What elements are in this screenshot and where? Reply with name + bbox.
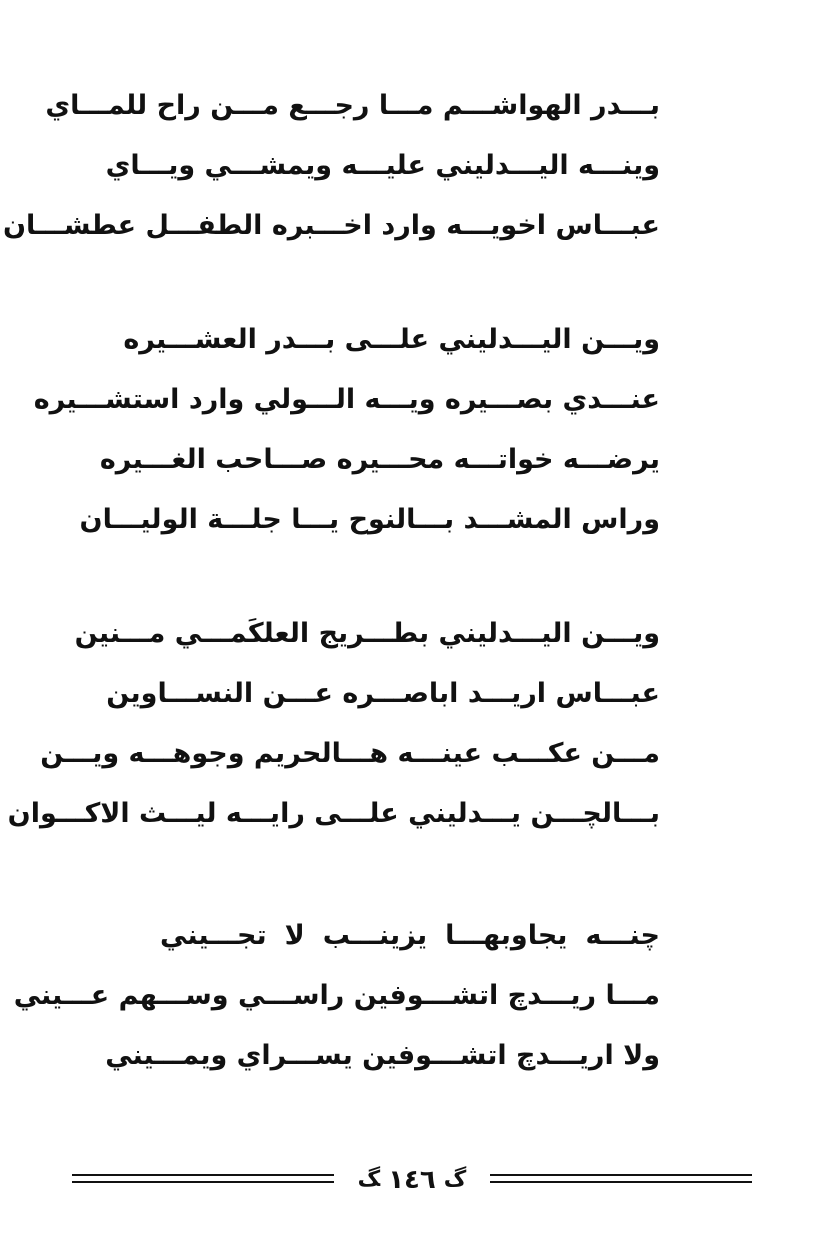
verse-line: وينـــه اليـــدليني عليـــه ويمشـــي ويـــاي: [105, 150, 660, 181]
verse-line: مـــن عكـــب عينـــه هـــالحريم وجوهـــه ويـــن: [40, 738, 660, 769]
page-number: ١٤٦: [388, 1165, 436, 1195]
verse-line: يرضـــه خواتـــه محـــيره صـــاحب الغـــيره: [99, 444, 660, 475]
verse-line: مـــا ريـــدچ اتشـــوفين راســـي وســـهم عـــيني: [13, 980, 660, 1011]
stanza-1: [3, 76, 660, 256]
verse-line: ولا اريـــدچ اتشـــوفين يســـراي ويمـــيني: [105, 1040, 660, 1071]
verse-line: عبـــاس اريـــد اباصـــره عـــن النســـاوين: [106, 678, 660, 709]
ornament-right-icon: ﮒ: [443, 1167, 467, 1192]
stanza-2: [33, 310, 660, 550]
verse-line: عبـــاس اخويـــه وارد اخـــبره الطفـــل عطشـــان: [3, 210, 660, 241]
verse-line: چنـــه يجاوبهـــا يزينـــب لا تجـــيني: [160, 920, 660, 951]
page-number-group: [344, 1160, 480, 1200]
page-footer: [72, 1160, 752, 1200]
verse-line: بـــالچـــن يـــدليني علـــى رايـــه ليـــث الاكـــوان: [7, 798, 660, 829]
double-rule-right: [490, 1174, 752, 1183]
verse-line: ويـــن اليـــدليني بطـــريج العلكَمـــي مـــنين: [74, 618, 660, 649]
stanza-4: [13, 906, 660, 1086]
verse-line: وراس المشـــد بـــالنوح يـــا جلـــة الوليـــان: [79, 504, 660, 535]
stanza-3: [7, 604, 660, 844]
double-rule-left: [72, 1174, 334, 1183]
ornament-left-icon: ﮓ: [357, 1167, 381, 1192]
verse-line: بـــدر الهواشـــم مـــا رجـــع مـــن راح للمـــاي: [45, 90, 660, 121]
verse-line: ويـــن اليـــدليني علـــى بـــدر العشـــيره: [123, 324, 660, 355]
verse-line: عنـــدي بصـــيره ويـــه الـــولي وارد استشـــيره: [33, 384, 660, 415]
